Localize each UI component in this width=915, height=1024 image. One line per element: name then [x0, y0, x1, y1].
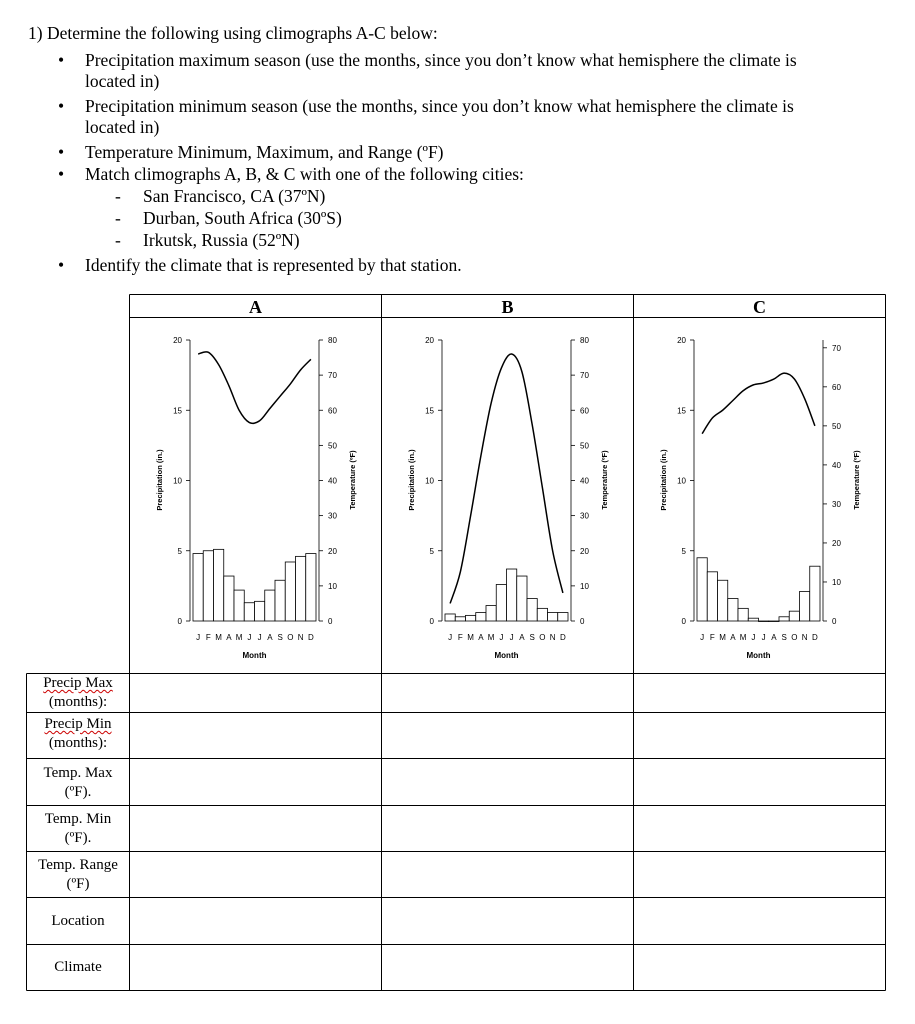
temperature-line [702, 373, 815, 433]
month-label: J [761, 633, 766, 642]
precip-tick-label: 0 [177, 617, 182, 626]
temp-tick-label: 70 [580, 371, 589, 381]
column-header-c: C [753, 297, 766, 317]
precip-bar [728, 599, 738, 621]
temp-tick-label: 70 [832, 343, 841, 353]
month-label: A [730, 633, 736, 642]
precip-bar [558, 613, 568, 621]
column-header-a: A [249, 297, 262, 317]
precip-bar [466, 615, 476, 621]
precip-axis-title: Precipitation (in.) [659, 449, 668, 511]
temp-tick-label: 20 [580, 546, 589, 556]
month-label: J [509, 633, 514, 642]
answer-cell[interactable] [635, 853, 883, 895]
temp-axis-title: Temperature (ºF) [852, 450, 861, 510]
answer-cell[interactable] [635, 714, 883, 756]
x-axis-title: Month [746, 651, 771, 660]
month-label: N [549, 633, 556, 642]
temp-tick-label: 30 [832, 499, 841, 509]
precip-bar [779, 617, 789, 621]
precip-tick-label: 10 [677, 476, 686, 486]
month-label: D [307, 633, 314, 642]
temp-tick-label: 50 [580, 441, 589, 451]
precip-tick-label: 5 [429, 546, 434, 556]
precip-bar [486, 606, 496, 621]
precip-bar [537, 608, 547, 621]
answer-cell[interactable] [131, 807, 379, 849]
precip-tick-label: 20 [677, 336, 686, 345]
temp-tick-label: 50 [328, 441, 337, 451]
answer-cell[interactable] [635, 807, 883, 849]
precip-bar [296, 556, 306, 621]
answer-cell[interactable] [383, 714, 631, 756]
temp-tick-label: 40 [832, 460, 841, 470]
precip-bar [214, 549, 224, 621]
month-label: M [215, 633, 222, 642]
month-label: M [719, 633, 726, 642]
answer-cell[interactable] [635, 946, 883, 988]
answer-cell[interactable] [383, 946, 631, 988]
temperature-line [450, 354, 563, 603]
temp-tick-label: 30 [580, 511, 589, 521]
precip-bar [718, 580, 728, 621]
precip-bar [527, 599, 537, 621]
temp-tick-label: 80 [580, 336, 589, 345]
temp-tick-label: 20 [328, 546, 337, 556]
temp-tick-label: 10 [328, 581, 337, 591]
precip-bar [769, 621, 779, 622]
month-label: D [811, 633, 818, 642]
precip-bar [748, 618, 758, 621]
row-label-precip-max: Precip Max (months): [43, 675, 113, 710]
answer-cell[interactable] [635, 899, 883, 942]
temp-tick-label: 80 [328, 336, 337, 345]
precip-tick-label: 10 [173, 476, 182, 486]
temp-tick-label: 0 [328, 617, 333, 626]
precip-tick-label: 5 [681, 546, 686, 556]
precip-bar [697, 558, 707, 621]
temp-tick-label: 0 [832, 617, 837, 626]
answer-cell[interactable] [131, 946, 379, 988]
month-label: J [448, 633, 453, 642]
precip-tick-label: 0 [681, 617, 686, 626]
precip-bar [738, 608, 748, 621]
precip-bar [507, 569, 517, 621]
precip-bar [445, 614, 455, 621]
precip-bar [275, 580, 285, 621]
row-label-temp-range: Temp. Range (ºF) [38, 857, 118, 892]
answer-cell[interactable] [383, 675, 631, 710]
precip-tick-label: 10 [425, 476, 434, 486]
month-label: J [751, 633, 756, 642]
answer-cell[interactable] [383, 853, 631, 895]
temp-tick-label: 20 [832, 538, 841, 548]
precip-bar [496, 584, 506, 621]
month-label: M [487, 633, 495, 642]
month-label: A [478, 633, 484, 642]
question-heading: 1) Determine the following using climographs A-C below: [28, 23, 438, 43]
precip-tick-label: 15 [425, 406, 434, 416]
month-label: A [226, 633, 232, 642]
precip-axis-title: Precipitation (in.) [407, 449, 416, 511]
month-label: J [700, 633, 705, 642]
month-label: M [467, 633, 474, 642]
precip-bar [455, 617, 465, 621]
precip-bar [707, 572, 717, 621]
month-label: N [801, 633, 808, 642]
temp-axis-title: Temperature (ºF) [348, 450, 357, 510]
row-label-climate: Climate [54, 959, 102, 975]
precip-bar [285, 562, 295, 621]
precip-bar [203, 551, 213, 621]
precip-tick-label: 15 [677, 406, 686, 416]
month-label: S [781, 633, 787, 642]
precip-axis-title: Precipitation (in.) [155, 449, 164, 511]
month-label: J [247, 633, 252, 642]
answer-cell[interactable] [131, 675, 379, 710]
temp-tick-label: 30 [328, 511, 337, 521]
month-label: O [287, 633, 294, 642]
month-label: J [257, 633, 262, 642]
month-label: A [771, 633, 777, 642]
answer-cell[interactable] [131, 760, 379, 803]
month-label: M [739, 633, 747, 642]
climograph-b [381, 320, 634, 670]
month-label: S [529, 633, 535, 642]
temp-tick-label: 60 [580, 406, 589, 416]
temp-axis-title: Temperature (ºF) [600, 450, 609, 510]
answer-cell[interactable] [131, 899, 379, 942]
temp-tick-label: 0 [580, 617, 585, 626]
temp-tick-label: 60 [832, 382, 841, 392]
answer-cell[interactable] [131, 714, 379, 756]
precip-bar [548, 613, 558, 621]
precip-bar [810, 566, 820, 621]
month-label: M [235, 633, 243, 642]
month-label: A [519, 633, 525, 642]
precip-bar [224, 576, 234, 621]
precip-bar [759, 621, 769, 622]
precip-tick-label: 20 [173, 336, 182, 345]
precip-bar [789, 611, 799, 621]
temp-tick-label: 60 [328, 406, 337, 416]
precip-tick-label: 5 [177, 546, 182, 556]
answer-cell[interactable] [383, 807, 631, 849]
answer-cell[interactable] [635, 760, 883, 803]
month-label: F [205, 633, 211, 642]
precip-bar [234, 590, 244, 621]
answer-cell[interactable] [383, 760, 631, 803]
month-label: O [539, 633, 546, 642]
precip-bar [265, 590, 275, 621]
precip-tick-label: 20 [425, 336, 434, 345]
month-label: F [709, 633, 715, 642]
temp-tick-label: 40 [580, 476, 589, 486]
temp-tick-label: 10 [580, 581, 589, 591]
climograph-a [129, 320, 382, 670]
temp-tick-label: 70 [328, 371, 337, 381]
month-label: N [297, 633, 304, 642]
climograph-c [633, 320, 886, 670]
column-header-b: B [501, 297, 514, 317]
month-label: J [499, 633, 504, 642]
precip-tick-label: 0 [429, 617, 434, 626]
answer-cell[interactable] [131, 853, 379, 895]
answer-cell[interactable] [383, 899, 631, 942]
precip-tick-label: 15 [173, 406, 182, 416]
precip-bar [476, 613, 486, 621]
temperature-line [198, 352, 311, 424]
precip-bar [193, 554, 203, 621]
precip-bar [800, 591, 810, 621]
answer-cell[interactable] [635, 675, 883, 710]
temp-tick-label: 10 [832, 577, 841, 587]
precip-bar [517, 576, 527, 621]
row-label-precip-min: Precip Min (months): [44, 716, 112, 751]
month-label: F [457, 633, 463, 642]
month-label: D [559, 633, 566, 642]
temp-tick-label: 40 [328, 476, 337, 486]
precip-bar [306, 554, 316, 621]
precip-bar [255, 601, 265, 621]
x-axis-title: Month [242, 651, 267, 660]
x-axis-title: Month [494, 651, 519, 660]
month-label: A [267, 633, 273, 642]
precip-bar [244, 603, 254, 621]
row-label-temp-max: Temp. Max (ºF). [43, 765, 113, 800]
month-label: J [196, 633, 201, 642]
month-label: S [277, 633, 283, 642]
temp-tick-label: 50 [832, 421, 841, 431]
row-label-location: Location [51, 913, 105, 929]
month-label: O [791, 633, 798, 642]
row-label-temp-min: Temp. Min (ºF). [44, 811, 112, 846]
